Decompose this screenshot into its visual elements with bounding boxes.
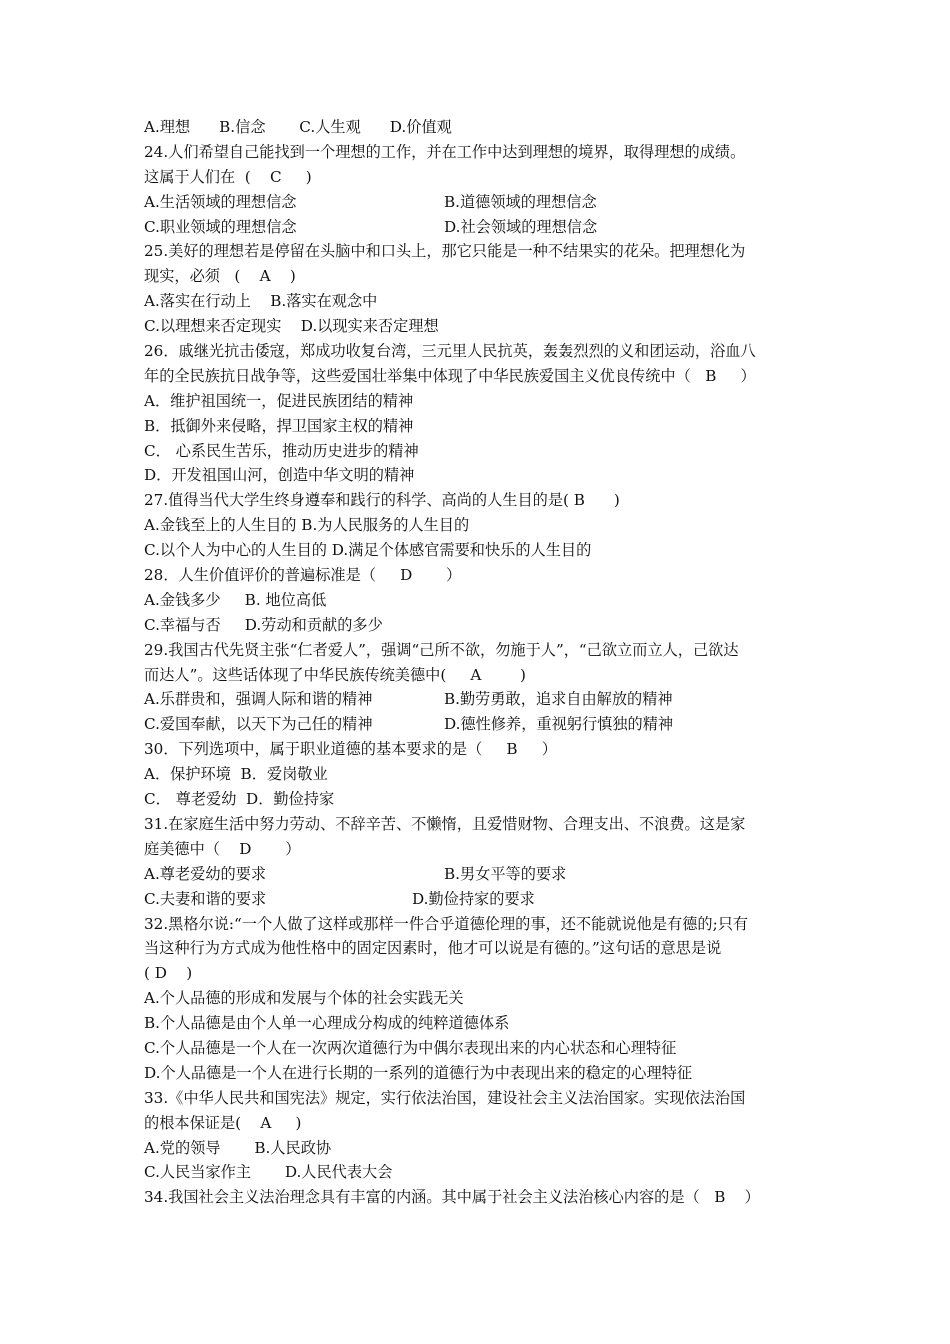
- text-line: [144, 613, 814, 638]
- text-line: [144, 463, 814, 488]
- line-text: B.个人品德是由个人单一心理成分构成的纯粹道德体系: [144, 1014, 510, 1033]
- line-text: C.幸福与否 D.劳动和贡献的多少: [144, 615, 383, 634]
- text-line: [144, 439, 814, 464]
- text-line: [144, 787, 814, 812]
- text-line: [144, 887, 814, 912]
- line-text: 26．戚继光抗击倭寇，郑成功收复台湾，三元里人民抗英，轰轰烈烈的义和团运动，浴血八: [144, 342, 756, 361]
- line-text: C． 尊老爱幼 D．勤俭持家: [144, 790, 335, 809]
- line-text: 28．人生价值评价的普遍标准是（ D ）: [144, 566, 462, 585]
- text-line: [144, 588, 814, 613]
- line-text: 34.我国社会主义法治理念具有丰富的内涵。其中属于社会主义法治核心内容的是（ B ）: [144, 1188, 760, 1207]
- text-line: [144, 762, 814, 787]
- line-text: 当这种行为方式成为他性格中的固定因素时，他才可以说是有德的。”这句话的意思是说: [144, 939, 722, 958]
- option-column-2: B.勤劳勇敢，追求自由解放的精神: [444, 690, 673, 709]
- text-line: [144, 912, 814, 937]
- line-text: A．维护祖国统一，促进民族团结的精神: [144, 391, 414, 410]
- line-text: A.理想 B.信念 C.人生观 D.价值观: [144, 118, 452, 136]
- line-text: 33.《中华人民共和国宪法》规定，实行依法治国，建设社会主义法治国家。实现依法治国: [144, 1088, 746, 1107]
- text-line: [144, 264, 814, 289]
- text-line: [144, 513, 814, 538]
- text-line: [144, 1086, 814, 1111]
- text-line: [144, 239, 814, 264]
- text-line: [144, 339, 814, 364]
- text-line: [144, 862, 814, 887]
- line-text: D．开发祖国山河，创造中华文明的精神: [144, 466, 415, 485]
- text-line: [144, 364, 814, 389]
- line-text: C.夫妻和谐的要求: [144, 889, 267, 908]
- line-text: A．保护环境 B．爱岗敬业: [144, 765, 328, 784]
- text-line: [144, 1011, 814, 1036]
- line-text: A.个人品德的形成和发展与个体的社会实践无关: [144, 989, 464, 1008]
- text-line: [144, 638, 814, 663]
- text-line: [144, 1061, 814, 1086]
- document-page: [144, 115, 814, 1210]
- line-text: A.党的领导 B.人民政协: [144, 1138, 332, 1157]
- line-text: C.以个人为中心的人生目的 D.满足个体感官需要和快乐的人生目的: [144, 541, 592, 560]
- line-text: 30．下列选项中，属于职业道德的基本要求的是（ B ）: [144, 740, 557, 759]
- text-line: [144, 1036, 814, 1061]
- option-column-2: D.勤俭持家的要求: [412, 889, 535, 908]
- line-text: A.落实在行动上 B.落实在观念中: [144, 292, 378, 311]
- line-text: C.以理想来否定现实 D.以现实来否定理想: [144, 317, 439, 336]
- text-line: [144, 1185, 814, 1210]
- text-line: [144, 190, 814, 215]
- text-line: [144, 563, 814, 588]
- line-text: C.人民当家作主 D.人民代表大会: [144, 1163, 393, 1182]
- option-column-2: B.男女平等的要求: [444, 864, 567, 883]
- line-text: C． 心系民生苦乐，推动历史进步的精神: [144, 441, 419, 460]
- text-line: [144, 538, 814, 563]
- line-text: A.金钱多少 B. 地位高低: [144, 590, 327, 609]
- text-line: [144, 115, 814, 140]
- text-line: [144, 140, 814, 165]
- line-text: 32.黑格尔说:“一个人做了这样或那样一件合乎道德伦理的事，还不能就说他是有德的;只有: [144, 914, 749, 933]
- text-line: [144, 314, 814, 339]
- text-line: [144, 488, 814, 513]
- line-text: ( D ): [144, 964, 193, 983]
- text-line: [144, 414, 814, 439]
- line-text: C.爱国奉献，以天下为己任的精神: [144, 715, 373, 734]
- line-text: 的根本保证是( A ): [144, 1113, 302, 1132]
- text-line: [144, 961, 814, 986]
- line-text: 25.美好的理想若是停留在头脑中和口头上，那它只能是一种不结果实的花朵。把理想化为: [144, 242, 746, 261]
- line-text: B．抵御外来侵略，捍卫国家主权的精神: [144, 416, 414, 435]
- line-text: 庭美德中（ D ）: [144, 839, 301, 858]
- line-text: A.乐群贵和，强调人际和谐的精神: [144, 690, 373, 709]
- text-line: [144, 1111, 814, 1136]
- line-text: C.职业领域的理想信念: [144, 217, 297, 236]
- option-column-2: B.道德领域的理想信念: [444, 192, 597, 211]
- option-column-2: D.社会领域的理想信念: [444, 217, 598, 236]
- option-column-2: D.德性修养，重视躬行慎独的精神: [444, 715, 674, 734]
- text-line: [144, 812, 814, 837]
- line-text: C.个人品德是一个人在一次两次道德行为中偶尔表现出来的内心状态和心理特征: [144, 1038, 677, 1057]
- line-text: 这属于人们在 ( C ): [144, 167, 312, 186]
- text-line: [144, 737, 814, 762]
- line-text: 29.我国古代先贤主张“仁者爱人”，强调“己所不欲，勿施于人”，“己欲立而立人，己欲达: [144, 640, 739, 659]
- line-text: A.金钱至上的人生目的 B.为人民服务的人生目的: [144, 516, 470, 535]
- text-line: [144, 837, 814, 862]
- line-text: 27.值得当代大学生终身遵奉和践行的科学、高尚的人生目的是( B ): [144, 491, 620, 510]
- line-text: A.生活领域的理想信念: [144, 192, 297, 211]
- line-text: D.个人品德是一个人在进行长期的一系列的道德行为中表现出来的稳定的心理特征: [144, 1063, 693, 1082]
- text-line: [144, 986, 814, 1011]
- text-line: [144, 687, 814, 712]
- line-text: 现实，必须 ( A ): [144, 267, 296, 286]
- text-line: [144, 663, 814, 688]
- text-line: [144, 1160, 814, 1185]
- text-line: [144, 389, 814, 414]
- text-line: [144, 1136, 814, 1161]
- text-line: [144, 712, 814, 737]
- text-line: [144, 289, 814, 314]
- line-text: A.尊老爱幼的要求: [144, 864, 267, 883]
- line-text: 而达人”。这些话体现了中华民族传统美德中( A ): [144, 665, 526, 684]
- line-text: 24.人们希望自己能找到一个理想的工作，并在工作中达到理想的境界，取得理想的成绩。: [144, 142, 746, 161]
- text-line: [144, 936, 814, 961]
- line-text: 年的全民族抗日战争等，这些爱国壮举集中体现了中华民族爱国主义优良传统中（ B ）: [144, 366, 756, 385]
- text-line: [144, 215, 814, 240]
- line-text: 31.在家庭生活中努力劳动、不辞辛苦、不懒惰，且爱惜财物、合理支出、不浪费。这是家: [144, 814, 746, 833]
- text-line: [144, 165, 814, 190]
